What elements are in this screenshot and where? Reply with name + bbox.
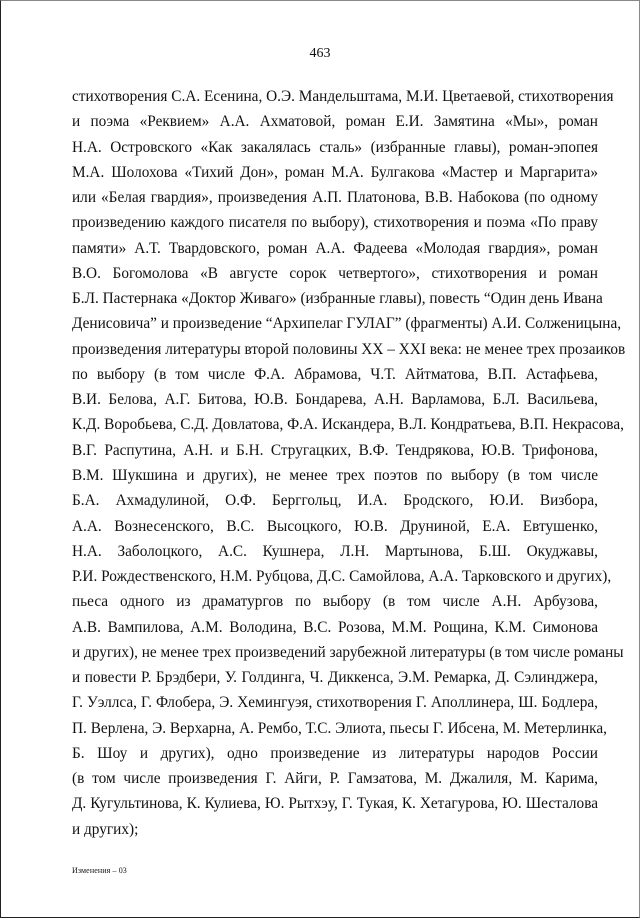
- text-line: В.И. Белова, А.Г. Битова, Ю.В. Бондарева, А.Н. Варламова, Б.Л. Васильева,: [72, 391, 598, 409]
- text-line: пьеса одного из драматургов по выбору (в том числе А.Н. Арбузова,: [72, 593, 598, 611]
- text-line: А.В. Вампилова, А.М. Володина, В.С. Розова, М.М. Рощина, К.М. Симонова: [72, 618, 598, 636]
- text-line: П. Верлена, Э. Верхарна, А. Рембо, Т.С. Элиота, пьесы Г. Ибсена, М. Метерлинка,: [72, 719, 607, 737]
- text-line: стихотворения С.А. Есенина, О.Э. Мандельштама, М.И. Цветаевой, стихотворения: [72, 88, 614, 105]
- text-line: произведения литературы второй половины XX – XXI века: не менее трех прозаиков: [72, 340, 626, 358]
- text-line: М.А. Шолохова «Тихий Дон», роман М.А. Булгакова «Мастер и Маргарита»: [72, 163, 598, 181]
- text-line: по выбору (в том числе Ф.А. Абрамова, Ч.Т. Айтматова, В.П. Астафьева,: [72, 365, 598, 383]
- text-line: В.О. Богомолова «В августе сорок четвертого», стихотворения и роман: [72, 264, 598, 282]
- text-line: произведению каждого писателя по выбору), стихотворения и поэма «По праву: [72, 214, 598, 232]
- text-line: Д. Кугультинова, К. Кулиева, Ю. Рытхэу, Г. Тукая, К. Хетагурова, Ю. Шесталова: [72, 795, 598, 813]
- text-line: Н.А. Заболоцкого, А.С. Кушнера, Л.Н. Мартынова, Б.Ш. Окуджавы,: [72, 542, 598, 560]
- text-line: и других), не менее трех произведений зарубежной литературы (в том числе романы: [72, 643, 624, 661]
- text-line: Б. Шоу и других), одно произведение из литературы народов России: [72, 744, 598, 762]
- text-line: В.Г. Распутина, А.Н. и Б.Н. Стругацких, В.Ф. Тендрякова, Ю.В. Трифонова,: [72, 441, 598, 459]
- text-line: Р.И. Рождественского, Н.М. Рубцова, Д.С. Самойлова, А.А. Тарковского и других),: [72, 568, 612, 586]
- text-line: памяти» А.Т. Твардовского, роман А.А. Фадеева «Молодая гвардия», роман: [72, 239, 598, 257]
- body-text: [72, 84, 626, 842]
- text-line: К.Д. Воробьева, С.Д. Довлатова, Ф.А. Искандера, В.Л. Кондратьева, В.П. Некрасова,: [72, 416, 624, 434]
- page-number: 463: [309, 46, 331, 61]
- footer-note: Изменения – 03: [72, 866, 127, 875]
- text-line: и повести Р. Брэдбери, У. Голдинга, Ч. Диккенса, Э.М. Ремарка, Д. Сэлинджера,: [72, 669, 598, 687]
- text-line: и других);: [72, 820, 139, 838]
- text-line: (в том числе произведения Г. Айги, Р. Гамзатова, М. Джалиля, М. Карима,: [72, 770, 598, 788]
- text-line: А.А. Вознесенского, В.С. Высоцкого, Ю.В. Друниной, Е.А. Евтушенко,: [72, 517, 598, 535]
- text-line: Н.А. Островского «Как закалялась сталь» (избранные главы), роман-эпопея: [72, 138, 598, 156]
- text-line: и поэма «Реквием» А.А. Ахматовой, роман Е.И. Замятина «Мы», роман: [72, 113, 598, 131]
- text-line: Б.А. Ахмадулиной, О.Ф. Берггольц, И.А. Бродского, Ю.И. Визбора,: [72, 492, 598, 510]
- text-line: В.М. Шукшина и других), не менее трех поэтов по выбору (в том числе: [72, 466, 598, 484]
- text-line: Г. Уэллса, Г. Флобера, Э. Хемингуэя, стихотворения Г. Аполлинера, Ш. Бодлера,: [72, 694, 598, 712]
- text-line: Денисовича” и произведение “Архипелаг ГУЛАГ” (фрагменты) А.И. Солженицына,: [72, 315, 622, 333]
- text-line: или «Белая гвардия», произведения А.П. Платонова, В.В. Набокова (по одному: [72, 189, 598, 207]
- text-line: Б.Л. Пастернака «Доктор Живаго» (избранные главы), повесть “Один день Ивана: [72, 290, 603, 308]
